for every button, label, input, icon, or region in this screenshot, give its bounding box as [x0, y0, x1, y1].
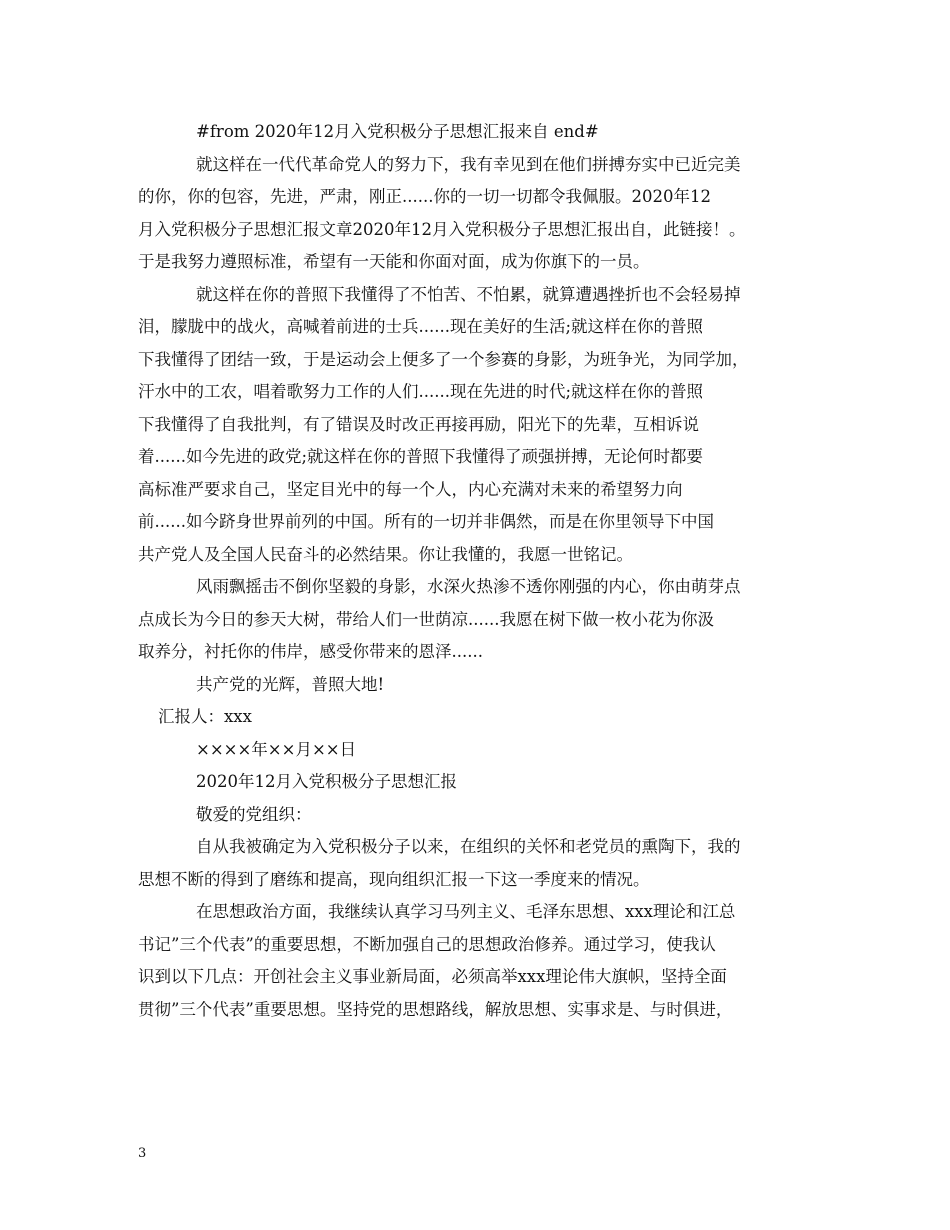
text-line: 点成长为今日的参天大树，带给人们一世荫凉......我愿在树下做一枚小花为你汲: [138, 609, 714, 629]
text-line: 书记”三个代表”的重要思想，不断加强自己的思想政治修养。通过学习，使我认: [138, 934, 716, 954]
text-line: ××××年××月××日: [196, 739, 357, 759]
text-line: 贯彻”三个代表”重要思想。坚持党的思想路线，解放思想、实事求是、与时俱进，: [138, 999, 733, 1019]
text-line: 月入党积极分子思想汇报文章2020年12月入党积极分子思想汇报出自，此链接！。: [138, 219, 746, 239]
text-line: 风雨飘摇击不倒你坚毅的身影，水深火热渗不透你刚强的内心，你由萌芽点: [196, 577, 741, 596]
text-line: 取养分，衬托你的伟岸，感受你带来的恩泽......: [138, 642, 483, 661]
text-line: 汗水中的工农，唱着歌努力工作的人们......现在先进的时代;就这样在你的普照: [138, 382, 704, 401]
text-line: 识到以下几点：开创社会主义事业新局面，必须高举xxx理论伟大旗帜，坚持全面: [138, 967, 727, 986]
document-body: [138, 116, 826, 1026]
text-line: 的你，你的包容，先进，严肃，刚正......你的一切一切都令我佩服。2020年12: [138, 187, 711, 206]
text-line: 前......如今跻身世界前列的中国。所有的一切并非偶然，而是在你里领导下中国: [138, 512, 714, 531]
text-line: 自从我被确定为入党积极分子以来，在组织的关怀和老党员的熏陶下，我的: [196, 837, 741, 856]
text-line: 下我懂得了团结一致，于是运动会上便多了一个参赛的身影，为班争光，为同学加，: [138, 349, 749, 369]
text-line: #from 2020年12月入党积极分子思想汇报来自 end#: [196, 122, 599, 141]
page-number: 3: [138, 1146, 147, 1161]
text-line: 泪，朦胧中的战火，高喊着前进的士兵......现在美好的生活;就这样在你的普照: [138, 317, 704, 336]
text-line: 共产党人及全国人民奋斗的必然结果。你让我懂的，我愿一世铭记。: [138, 544, 633, 564]
text-line: 思想不断的得到了磨练和提高，现向组织汇报一下这一季度来的情况。: [138, 869, 650, 889]
text-line: 下我懂得了自我批判，有了错误及时改正再接再励，阳光下的先辈，互相诉说: [138, 414, 699, 434]
text-line: 2020年12月入党积极分子思想汇报: [196, 772, 457, 791]
text-line: 高标准严要求自己，坚定目光中的每一个人，内心充满对未来的希望努力向: [138, 479, 683, 499]
text-line: 汇报人：xxx: [158, 707, 252, 726]
text-line: 于是我努力遵照标准，希望有一天能和你面对面，成为你旗下的一员。: [138, 252, 650, 271]
text-line: 共产党的光辉，普照大地!: [196, 674, 385, 694]
text-line: 敬爱的党组织：: [196, 804, 312, 824]
text-line: 在思想政治方面，我继续认真学习马列主义、毛泽东思想、xxx理论和江总: [196, 902, 736, 921]
text-line: 就这样在一代代革命党人的努力下，我有幸见到在他们拼搏夯实中已近完美: [196, 154, 741, 174]
text-line: 着......如今先进的政党;就这样在你的普照下我懂得了顽强拼搏，无论何时都要: [138, 447, 704, 466]
text-line: 就这样在你的普照下我懂得了不怕苦、不怕累，就算遭遇挫折也不会轻易掉: [196, 284, 741, 304]
